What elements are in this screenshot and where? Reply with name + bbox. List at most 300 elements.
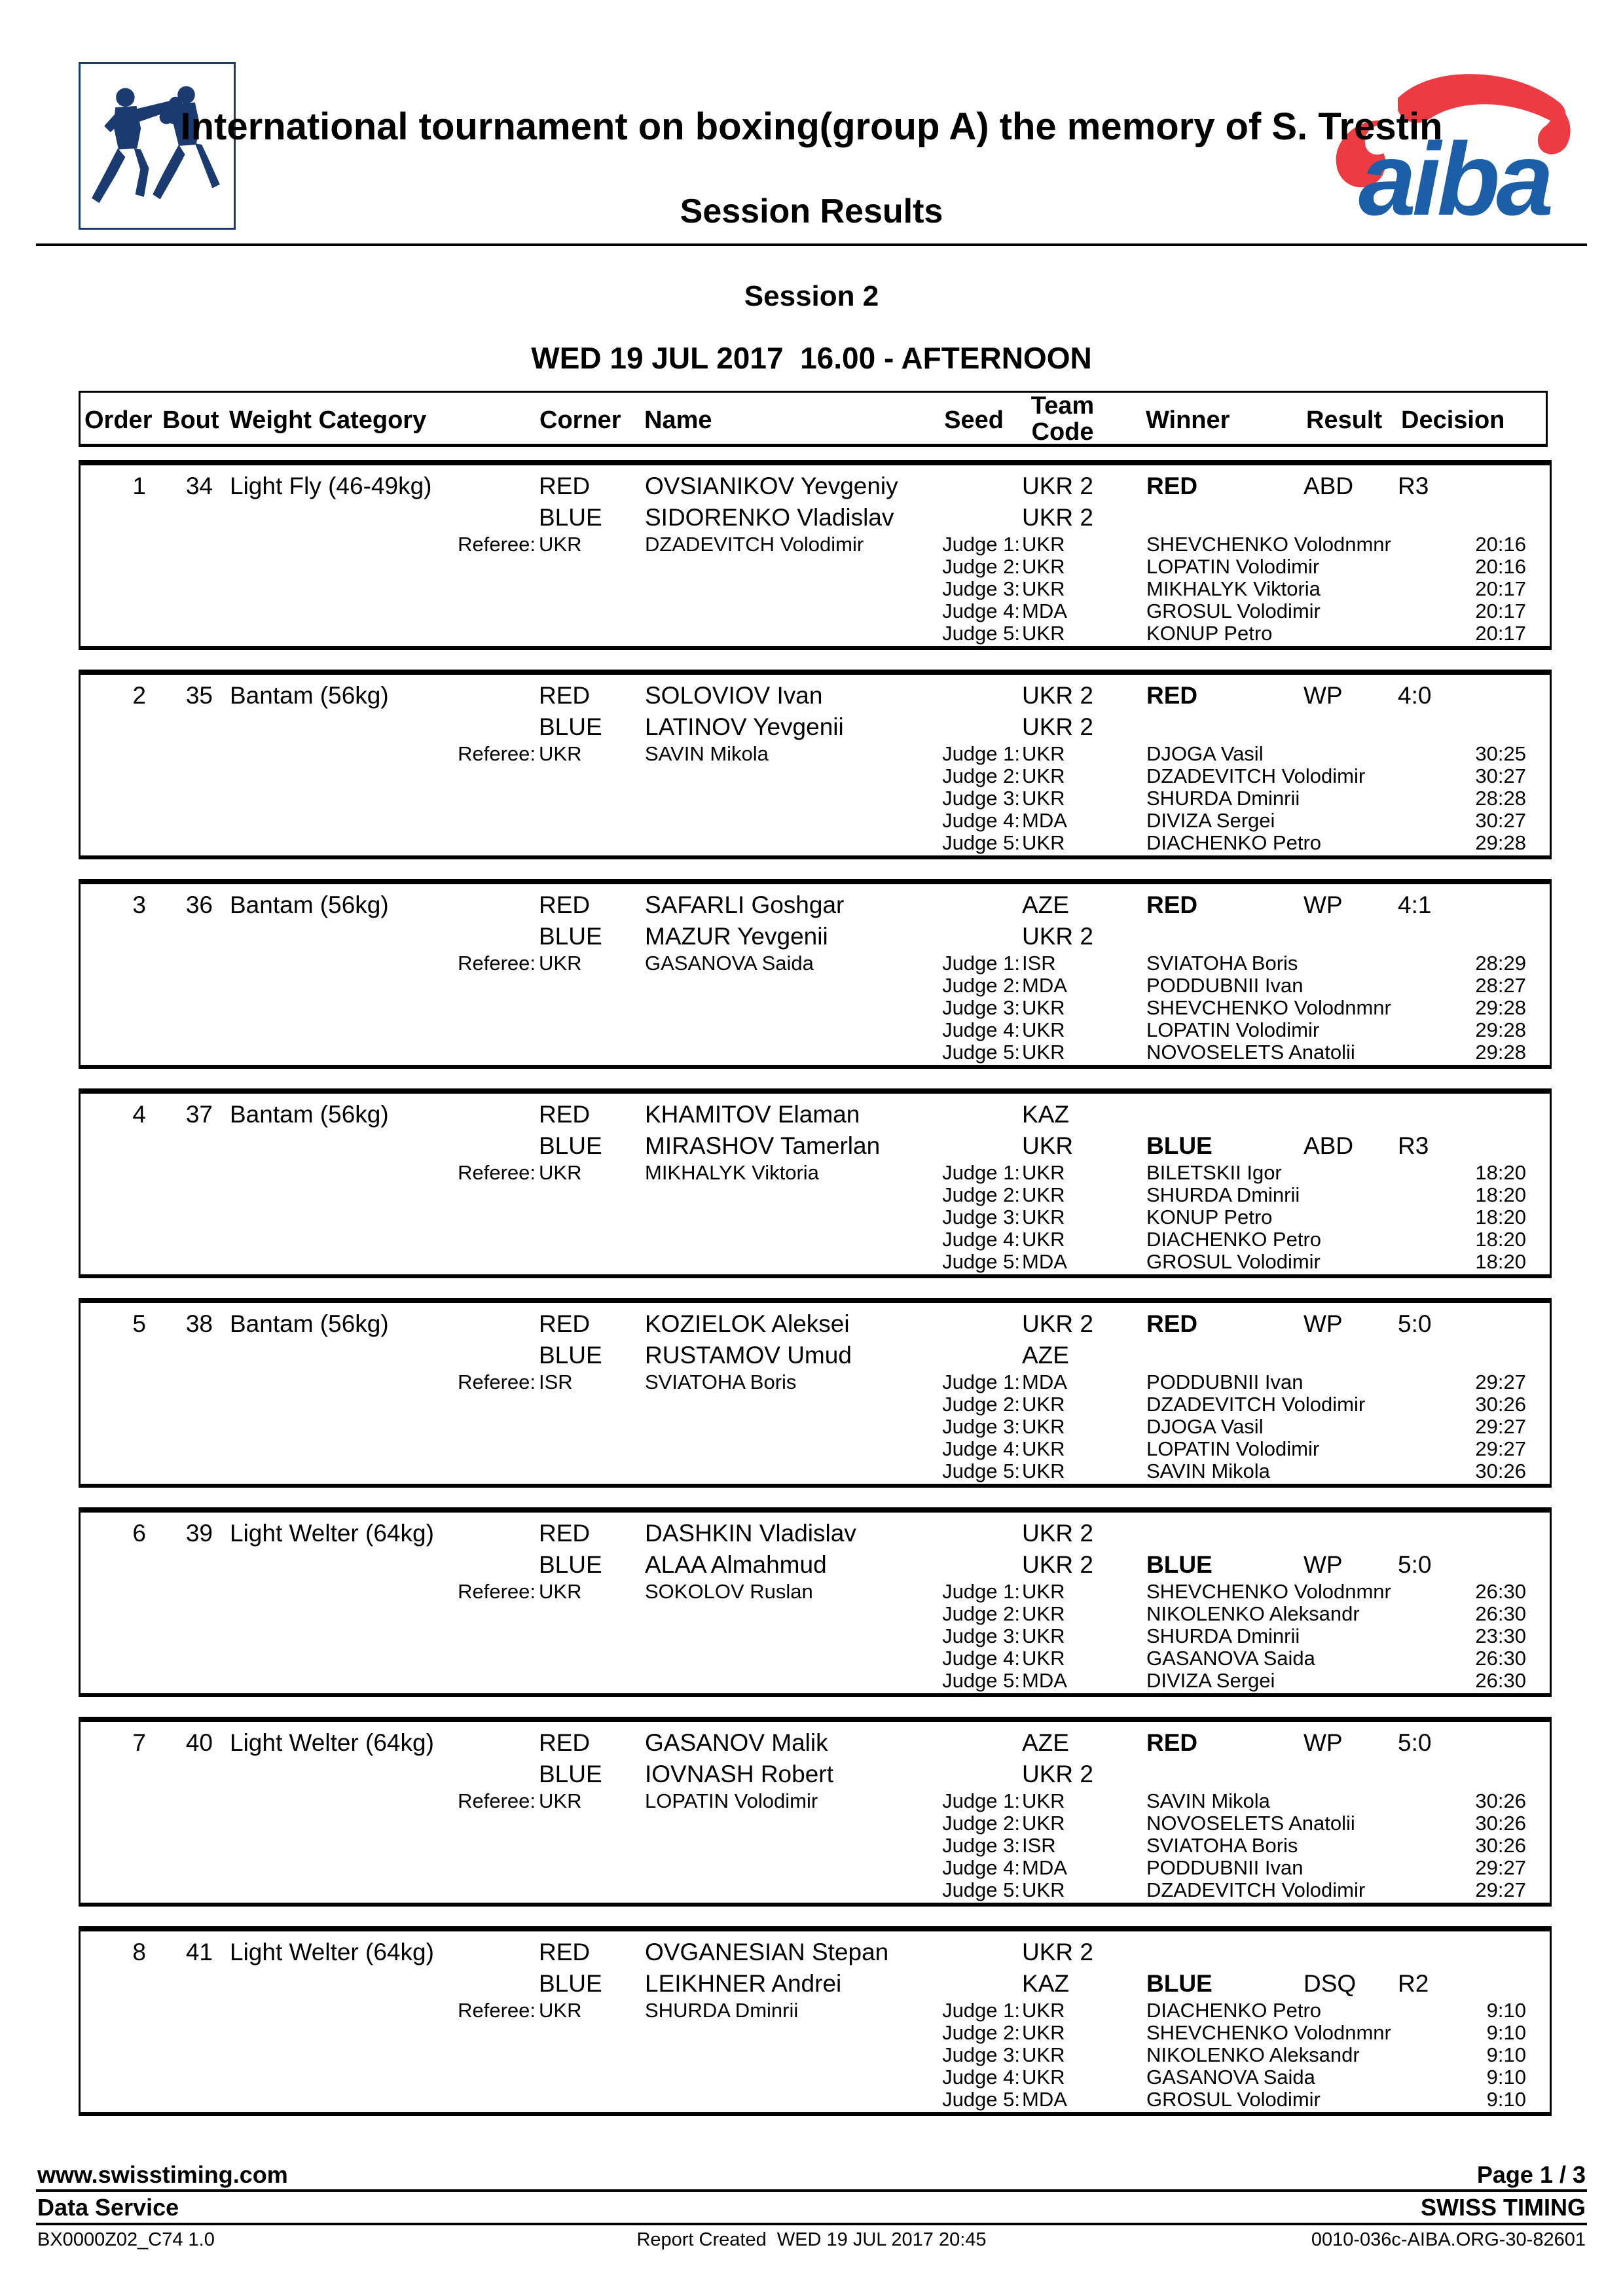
red-corner-label: RED bbox=[539, 682, 591, 709]
bout-block bbox=[79, 1507, 1552, 1697]
referee-name: SAVIN Mikola bbox=[645, 742, 769, 765]
judge-country: UKR bbox=[1022, 1228, 1065, 1251]
judge-name: KONUP Petro bbox=[1146, 622, 1273, 645]
order-cell: 8 bbox=[132, 1939, 146, 1965]
bout-number-cell: 37 bbox=[185, 1101, 213, 1128]
judge-name: KONUP Petro bbox=[1146, 1206, 1273, 1229]
judge-label: Judge 4: bbox=[942, 1856, 1020, 1879]
footer-divider-2 bbox=[36, 2223, 1587, 2225]
judge-country: UKR bbox=[1022, 1647, 1065, 1670]
referee-label: Referee: bbox=[458, 1789, 536, 1812]
judge-score: 26:30 bbox=[1475, 1580, 1526, 1603]
red-boxer-name: DASHKIN Vladislav bbox=[645, 1520, 856, 1547]
blue-corner-label: BLUE bbox=[539, 1761, 602, 1787]
winner-cell: RED bbox=[1146, 473, 1198, 499]
red-boxer-name: OVSIANIKOV Yevgeniy bbox=[645, 473, 898, 499]
judge-score: 30:27 bbox=[1475, 764, 1526, 787]
judge-label: Judge 4: bbox=[942, 1228, 1020, 1251]
judge-country: UKR bbox=[1022, 1393, 1065, 1416]
judge-score: 28:27 bbox=[1475, 974, 1526, 997]
judge-name: DIACHENKO Petro bbox=[1146, 831, 1322, 854]
judge-country: UKR bbox=[1022, 622, 1065, 645]
judge-score: 9:10 bbox=[1486, 2088, 1526, 2111]
blue-corner-label: BLUE bbox=[539, 1342, 602, 1369]
order-cell: 4 bbox=[132, 1101, 146, 1128]
judge-country: UKR bbox=[1022, 2021, 1065, 2044]
judge-score: 29:27 bbox=[1475, 1856, 1526, 1879]
judge-score: 23:30 bbox=[1475, 1624, 1526, 1647]
red-team-code: AZE bbox=[1022, 891, 1069, 918]
judge-label: Judge 3: bbox=[942, 996, 1020, 1019]
referee-country: UKR bbox=[539, 1999, 582, 2022]
blue-boxer-name: RUSTAMOV Umud bbox=[645, 1342, 852, 1369]
judge-name: SVIATOHA Boris bbox=[1146, 1834, 1298, 1857]
bout-number-cell: 40 bbox=[185, 1729, 213, 1756]
red-corner-label: RED bbox=[539, 1520, 591, 1547]
blue-team-code: KAZ bbox=[1022, 1970, 1069, 1997]
judge-country: UKR bbox=[1022, 1602, 1065, 1625]
red-corner-label: RED bbox=[539, 1101, 591, 1128]
judge-name: DZADEVITCH Volodimir bbox=[1146, 1393, 1366, 1416]
judge-country: UKR bbox=[1022, 1460, 1065, 1482]
red-boxer-name: OVGANESIAN Stepan bbox=[645, 1939, 889, 1965]
judge-label: Judge 1: bbox=[942, 742, 1020, 765]
judge-score: 26:30 bbox=[1475, 1647, 1526, 1670]
judge-country: UKR bbox=[1022, 1789, 1065, 1812]
judge-score: 28:29 bbox=[1475, 952, 1526, 975]
bout-block bbox=[79, 1298, 1552, 1488]
judge-score: 9:10 bbox=[1486, 2043, 1526, 2066]
winner-cell: RED bbox=[1146, 682, 1198, 709]
col-result: Result bbox=[1306, 406, 1383, 434]
judge-label: Judge 5: bbox=[942, 1669, 1020, 1692]
judge-name: NOVOSELETS Anatolii bbox=[1146, 1812, 1355, 1835]
blue-team-code: UKR 2 bbox=[1022, 504, 1093, 531]
judge-label: Judge 1: bbox=[942, 1999, 1020, 2022]
order-cell: 5 bbox=[132, 1310, 146, 1337]
referee-label: Referee: bbox=[458, 1999, 536, 2022]
winner-cell: RED bbox=[1146, 1729, 1198, 1756]
judge-name: LOPATIN Volodimir bbox=[1146, 555, 1320, 578]
judge-score: 29:27 bbox=[1475, 1437, 1526, 1460]
blue-corner-label: BLUE bbox=[539, 1132, 602, 1159]
judge-name: DZADEVITCH Volodimir bbox=[1146, 1878, 1366, 1901]
referee-name: MIKHALYK Viktoria bbox=[645, 1161, 819, 1184]
winner-cell: RED bbox=[1146, 891, 1198, 918]
bout-block bbox=[79, 879, 1552, 1069]
weight-category-cell: Light Welter (64kg) bbox=[230, 1729, 434, 1756]
red-boxer-name: SOLOVIOV Ivan bbox=[645, 682, 823, 709]
judge-label: Judge 4: bbox=[942, 2066, 1020, 2089]
judge-label: Judge 1: bbox=[942, 1580, 1020, 1603]
order-cell: 3 bbox=[132, 891, 146, 918]
judge-name: SHURDA Dminrii bbox=[1146, 787, 1300, 810]
judge-name: SHURDA Dminrii bbox=[1146, 1183, 1300, 1206]
judge-score: 18:20 bbox=[1475, 1250, 1526, 1273]
red-boxer-name: GASANOV Malik bbox=[645, 1729, 828, 1756]
judge-label: Judge 3: bbox=[942, 1206, 1020, 1229]
judge-score: 29:28 bbox=[1475, 1041, 1526, 1064]
judge-score: 30:26 bbox=[1475, 1812, 1526, 1835]
judge-country: ISR bbox=[1022, 1834, 1056, 1857]
result-cell: WP bbox=[1304, 682, 1343, 709]
judge-name: GROSUL Volodimir bbox=[1146, 2088, 1321, 2111]
bout-number-cell: 35 bbox=[185, 682, 213, 709]
judge-name: GASANOVA Saida bbox=[1146, 2066, 1315, 2089]
order-cell: 6 bbox=[132, 1520, 146, 1547]
judge-country: MDA bbox=[1022, 2088, 1067, 2111]
footer-page-number: Page 1 / 3 bbox=[1476, 2161, 1586, 2188]
judge-label: Judge 1: bbox=[942, 1371, 1020, 1393]
blue-boxer-name: LEIKHNER Andrei bbox=[645, 1970, 842, 1997]
result-cell: WP bbox=[1304, 1729, 1343, 1756]
judge-score: 20:17 bbox=[1475, 600, 1526, 622]
judge-score: 9:10 bbox=[1486, 2021, 1526, 2044]
judge-country: UKR bbox=[1022, 1580, 1065, 1603]
results-table-header bbox=[79, 391, 1548, 447]
blue-boxer-name: ALAA Almahmud bbox=[645, 1551, 827, 1578]
judge-country: UKR bbox=[1022, 1183, 1065, 1206]
red-corner-label: RED bbox=[539, 891, 591, 918]
red-team-code: UKR 2 bbox=[1022, 1939, 1093, 1965]
referee-name: GASANOVA Saida bbox=[645, 952, 814, 975]
referee-label: Referee: bbox=[458, 1161, 536, 1184]
result-cell: ABD bbox=[1304, 473, 1354, 499]
footer-website: www.swisstiming.com bbox=[37, 2161, 288, 2188]
result-cell: WP bbox=[1304, 1310, 1343, 1337]
decision-cell: R3 bbox=[1398, 473, 1429, 499]
bout-block bbox=[79, 1088, 1552, 1278]
judge-score: 30:26 bbox=[1475, 1393, 1526, 1416]
judge-score: 30:26 bbox=[1475, 1789, 1526, 1812]
judge-name: SHEVCHENKO Volodnmnr bbox=[1146, 2021, 1391, 2044]
judge-score: 20:17 bbox=[1475, 577, 1526, 600]
judge-score: 9:10 bbox=[1486, 2066, 1526, 2089]
decision-cell: 4:1 bbox=[1398, 891, 1432, 918]
judge-score: 18:20 bbox=[1475, 1161, 1526, 1184]
red-corner-label: RED bbox=[539, 473, 591, 499]
blue-corner-label: BLUE bbox=[539, 713, 602, 740]
red-team-code: UKR 2 bbox=[1022, 682, 1093, 709]
judge-name: DJOGA Vasil bbox=[1146, 1415, 1264, 1438]
judge-country: UKR bbox=[1022, 764, 1065, 787]
referee-country: UKR bbox=[539, 742, 582, 765]
judge-name: BILETSKII Igor bbox=[1146, 1161, 1282, 1184]
judge-country: UKR bbox=[1022, 1415, 1065, 1438]
blue-team-code: UKR 2 bbox=[1022, 713, 1093, 740]
judge-label: Judge 1: bbox=[942, 533, 1020, 556]
judge-country: MDA bbox=[1022, 1371, 1067, 1393]
weight-category-cell: Light Fly (46-49kg) bbox=[230, 473, 432, 499]
referee-label: Referee: bbox=[458, 533, 536, 556]
judge-label: Judge 3: bbox=[942, 1415, 1020, 1438]
col-weight-category: Weight Category bbox=[229, 406, 427, 434]
session-datetime: WED 19 JUL 2017 16.00 - AFTERNOON bbox=[531, 341, 1092, 375]
weight-category-cell: Bantam (56kg) bbox=[230, 891, 389, 918]
judge-name: DIACHENKO Petro bbox=[1146, 1999, 1322, 2022]
order-cell: 1 bbox=[132, 473, 146, 499]
weight-category-cell: Bantam (56kg) bbox=[230, 1310, 389, 1337]
judge-name: DIVIZA Sergei bbox=[1146, 1669, 1275, 1692]
col-team-code bbox=[1013, 393, 1112, 445]
blue-corner-label: BLUE bbox=[539, 1551, 602, 1578]
col-team-line1: Team bbox=[1030, 392, 1095, 420]
decision-cell: 5:0 bbox=[1398, 1310, 1432, 1337]
blue-corner-label: BLUE bbox=[539, 504, 602, 531]
judge-name: DJOGA Vasil bbox=[1146, 742, 1264, 765]
judge-label: Judge 2: bbox=[942, 974, 1020, 997]
judge-country: UKR bbox=[1022, 1624, 1065, 1647]
judge-country: UKR bbox=[1022, 533, 1065, 556]
col-team-line2: Code bbox=[1031, 418, 1094, 446]
bout-block bbox=[79, 1717, 1552, 1907]
footer-document-id: 0010-036c-AIBA.ORG-30-82601 bbox=[1311, 2229, 1586, 2250]
col-decision: Decision bbox=[1401, 406, 1505, 434]
judge-label: Judge 2: bbox=[942, 764, 1020, 787]
referee-name: LOPATIN Volodimir bbox=[645, 1789, 818, 1812]
blue-boxer-name: SIDORENKO Vladislav bbox=[645, 504, 894, 531]
judge-label: Judge 3: bbox=[942, 1834, 1020, 1857]
order-cell: 2 bbox=[132, 682, 146, 709]
red-team-code: UKR 2 bbox=[1022, 473, 1093, 499]
blue-team-code: UKR 2 bbox=[1022, 1551, 1093, 1578]
red-corner-label: RED bbox=[539, 1310, 591, 1337]
judge-score: 26:30 bbox=[1475, 1602, 1526, 1625]
footer-swiss-timing: SWISS TIMING bbox=[1421, 2194, 1586, 2221]
judge-score: 26:30 bbox=[1475, 1669, 1526, 1692]
referee-country: UKR bbox=[539, 952, 582, 975]
judge-score: 29:28 bbox=[1475, 831, 1526, 854]
judge-score: 28:28 bbox=[1475, 787, 1526, 810]
blue-team-code: UKR bbox=[1022, 1132, 1074, 1159]
judge-country: UKR bbox=[1022, 2066, 1065, 2089]
weight-category-cell: Bantam (56kg) bbox=[230, 682, 389, 709]
judge-name: SAVIN Mikola bbox=[1146, 1789, 1270, 1812]
judge-country: UKR bbox=[1022, 1206, 1065, 1229]
judge-score: 30:26 bbox=[1475, 1460, 1526, 1482]
red-team-code: UKR 2 bbox=[1022, 1520, 1093, 1547]
judge-country: MDA bbox=[1022, 809, 1067, 832]
bout-number-cell: 39 bbox=[185, 1520, 213, 1547]
judge-country: UKR bbox=[1022, 831, 1065, 854]
judge-name: NIKOLENKO Aleksandr bbox=[1146, 1602, 1360, 1625]
aiba-wordmark: aiba bbox=[1359, 122, 1550, 237]
bout-number-cell: 41 bbox=[185, 1939, 213, 1965]
decision-cell: R2 bbox=[1398, 1970, 1429, 1997]
footer-data-service: Data Service bbox=[37, 2194, 179, 2221]
judge-label: Judge 5: bbox=[942, 1460, 1020, 1482]
red-boxer-name: SAFARLI Goshgar bbox=[645, 891, 845, 918]
referee-country: UKR bbox=[539, 1789, 582, 1812]
judge-country: UKR bbox=[1022, 742, 1065, 765]
judge-label: Judge 1: bbox=[942, 952, 1020, 975]
result-cell: WP bbox=[1304, 891, 1343, 918]
judge-label: Judge 3: bbox=[942, 2043, 1020, 2066]
judge-score: 30:26 bbox=[1475, 1834, 1526, 1857]
judge-name: SHURDA Dminrii bbox=[1146, 1624, 1300, 1647]
judge-label: Judge 4: bbox=[942, 600, 1020, 622]
decision-cell: 5:0 bbox=[1398, 1729, 1432, 1756]
judge-label: Judge 5: bbox=[942, 622, 1020, 645]
judge-name: GROSUL Volodimir bbox=[1146, 600, 1321, 622]
referee-name: SOKOLOV Ruslan bbox=[645, 1580, 813, 1603]
judge-country: UKR bbox=[1022, 787, 1065, 810]
judge-country: MDA bbox=[1022, 1669, 1067, 1692]
winner-cell: BLUE bbox=[1146, 1970, 1213, 1997]
col-seed: Seed bbox=[944, 406, 1004, 434]
judge-label: Judge 4: bbox=[942, 1647, 1020, 1670]
col-order: Order bbox=[84, 406, 153, 434]
judge-country: UKR bbox=[1022, 2043, 1065, 2066]
judge-label: Judge 5: bbox=[942, 1041, 1020, 1064]
referee-country: UKR bbox=[539, 533, 582, 556]
referee-country: UKR bbox=[539, 1580, 582, 1603]
judge-name: DZADEVITCH Volodimir bbox=[1146, 764, 1366, 787]
judge-label: Judge 5: bbox=[942, 831, 1020, 854]
judge-country: MDA bbox=[1022, 974, 1067, 997]
red-team-code: AZE bbox=[1022, 1729, 1069, 1756]
judge-name: PODDUBNII Ivan bbox=[1146, 974, 1304, 997]
bout-number-cell: 34 bbox=[185, 473, 213, 499]
judge-name: SHEVCHENKO Volodnmnr bbox=[1146, 1580, 1391, 1603]
bout-block bbox=[79, 1926, 1552, 2116]
blue-team-code: AZE bbox=[1022, 1342, 1069, 1369]
judge-score: 29:28 bbox=[1475, 996, 1526, 1019]
red-corner-label: RED bbox=[539, 1939, 591, 1965]
judge-name: NIKOLENKO Aleksandr bbox=[1146, 2043, 1360, 2066]
judge-country: MDA bbox=[1022, 1856, 1067, 1879]
blue-boxer-name: MAZUR Yevgenii bbox=[645, 923, 828, 950]
page-subtitle: Session Results bbox=[680, 192, 943, 230]
judge-score: 20:17 bbox=[1475, 622, 1526, 645]
bout-number-cell: 38 bbox=[185, 1310, 213, 1337]
judge-country: UKR bbox=[1022, 1018, 1065, 1041]
decision-cell: 5:0 bbox=[1398, 1551, 1432, 1578]
judge-label: Judge 2: bbox=[942, 1812, 1020, 1835]
referee-name: SVIATOHA Boris bbox=[645, 1371, 797, 1393]
judge-label: Judge 2: bbox=[942, 1602, 1020, 1625]
referee-name: DZADEVITCH Volodimir bbox=[645, 533, 864, 556]
judge-name: GASANOVA Saida bbox=[1146, 1647, 1315, 1670]
col-winner: Winner bbox=[1146, 406, 1230, 434]
judge-label: Judge 4: bbox=[942, 1018, 1020, 1041]
footer-report-code: BX0000Z02_C74 1.0 bbox=[37, 2229, 215, 2250]
result-cell: WP bbox=[1304, 1551, 1343, 1578]
weight-category-cell: Bantam (56kg) bbox=[230, 1101, 389, 1128]
judge-name: MIKHALYK Viktoria bbox=[1146, 577, 1321, 600]
footer-report-created: Report Created WED 19 JUL 2017 20:45 bbox=[636, 2229, 987, 2250]
judge-label: Judge 5: bbox=[942, 1878, 1020, 1901]
judge-label: Judge 1: bbox=[942, 1161, 1020, 1184]
judge-score: 20:16 bbox=[1475, 533, 1526, 556]
judge-label: Judge 5: bbox=[942, 2088, 1020, 2111]
judge-name: SAVIN Mikola bbox=[1146, 1460, 1270, 1482]
judge-country: MDA bbox=[1022, 600, 1067, 622]
judge-label: Judge 5: bbox=[942, 1250, 1020, 1273]
referee-label: Referee: bbox=[458, 1580, 536, 1603]
judge-score: 29:28 bbox=[1475, 1018, 1526, 1041]
red-team-code: KAZ bbox=[1022, 1101, 1069, 1128]
judge-label: Judge 1: bbox=[942, 1789, 1020, 1812]
judge-name: GROSUL Volodimir bbox=[1146, 1250, 1321, 1273]
judge-name: LOPATIN Volodimir bbox=[1146, 1018, 1320, 1041]
blue-boxer-name: IOVNASH Robert bbox=[645, 1761, 833, 1787]
weight-category-cell: Light Welter (64kg) bbox=[230, 1520, 434, 1547]
blue-boxer-name: LATINOV Yevgenii bbox=[645, 713, 844, 740]
header-divider bbox=[36, 243, 1587, 246]
blue-team-code: UKR 2 bbox=[1022, 1761, 1093, 1787]
judge-name: DIACHENKO Petro bbox=[1146, 1228, 1322, 1251]
red-team-code: UKR 2 bbox=[1022, 1310, 1093, 1337]
judge-country: UKR bbox=[1022, 577, 1065, 600]
judge-score: 29:27 bbox=[1475, 1415, 1526, 1438]
decision-cell: R3 bbox=[1398, 1132, 1429, 1159]
judge-score: 29:27 bbox=[1475, 1371, 1526, 1393]
referee-name: SHURDA Dminrii bbox=[645, 1999, 799, 2022]
winner-cell: RED bbox=[1146, 1310, 1198, 1337]
judge-score: 30:25 bbox=[1475, 742, 1526, 765]
footer-divider-1 bbox=[36, 2189, 1587, 2192]
referee-label: Referee: bbox=[458, 1371, 536, 1393]
blue-team-code: UKR 2 bbox=[1022, 923, 1093, 950]
judge-label: Judge 2: bbox=[942, 1183, 1020, 1206]
referee-label: Referee: bbox=[458, 952, 536, 975]
judge-label: Judge 2: bbox=[942, 1393, 1020, 1416]
judge-name: SVIATOHA Boris bbox=[1146, 952, 1298, 975]
col-bout: Bout bbox=[162, 406, 219, 434]
blue-boxer-name: MIRASHOV Tamerlan bbox=[645, 1132, 881, 1159]
page-title: International tournament on boxing(group A) the memory of S. Trestin bbox=[180, 105, 1443, 148]
judge-label: Judge 3: bbox=[942, 577, 1020, 600]
order-cell: 7 bbox=[132, 1729, 146, 1756]
judge-name: NOVOSELETS Anatolii bbox=[1146, 1041, 1355, 1064]
judge-score: 18:20 bbox=[1475, 1228, 1526, 1251]
judge-name: SHEVCHENKO Volodnmnr bbox=[1146, 533, 1391, 556]
bout-number-cell: 36 bbox=[185, 891, 213, 918]
bout-block bbox=[79, 670, 1552, 859]
col-corner: Corner bbox=[539, 406, 621, 434]
judge-country: UKR bbox=[1022, 1812, 1065, 1835]
judge-label: Judge 3: bbox=[942, 1624, 1020, 1647]
judge-label: Judge 3: bbox=[942, 787, 1020, 810]
judge-label: Judge 4: bbox=[942, 1437, 1020, 1460]
judge-score: 20:16 bbox=[1475, 555, 1526, 578]
referee-country: ISR bbox=[539, 1371, 573, 1393]
judge-label: Judge 2: bbox=[942, 2021, 1020, 2044]
blue-corner-label: BLUE bbox=[539, 923, 602, 950]
winner-cell: BLUE bbox=[1146, 1132, 1213, 1159]
decision-cell: 4:0 bbox=[1398, 682, 1432, 709]
judge-score: 9:10 bbox=[1486, 1999, 1526, 2022]
judge-label: Judge 2: bbox=[942, 555, 1020, 578]
judge-country: UKR bbox=[1022, 1041, 1065, 1064]
winner-cell: BLUE bbox=[1146, 1551, 1213, 1578]
weight-category-cell: Light Welter (64kg) bbox=[230, 1939, 434, 1965]
judge-name: LOPATIN Volodimir bbox=[1146, 1437, 1320, 1460]
referee-label: Referee: bbox=[458, 742, 536, 765]
col-name: Name bbox=[644, 406, 712, 434]
judge-country: UKR bbox=[1022, 1999, 1065, 2022]
referee-country: UKR bbox=[539, 1161, 582, 1184]
judge-country: UKR bbox=[1022, 1161, 1065, 1184]
judge-score: 18:20 bbox=[1475, 1206, 1526, 1229]
judge-label: Judge 4: bbox=[942, 809, 1020, 832]
session-heading: Session 2 bbox=[744, 280, 879, 312]
judge-name: SHEVCHENKO Volodnmnr bbox=[1146, 996, 1391, 1019]
judge-score: 29:27 bbox=[1475, 1878, 1526, 1901]
result-cell: ABD bbox=[1304, 1132, 1354, 1159]
judge-country: ISR bbox=[1022, 952, 1056, 975]
